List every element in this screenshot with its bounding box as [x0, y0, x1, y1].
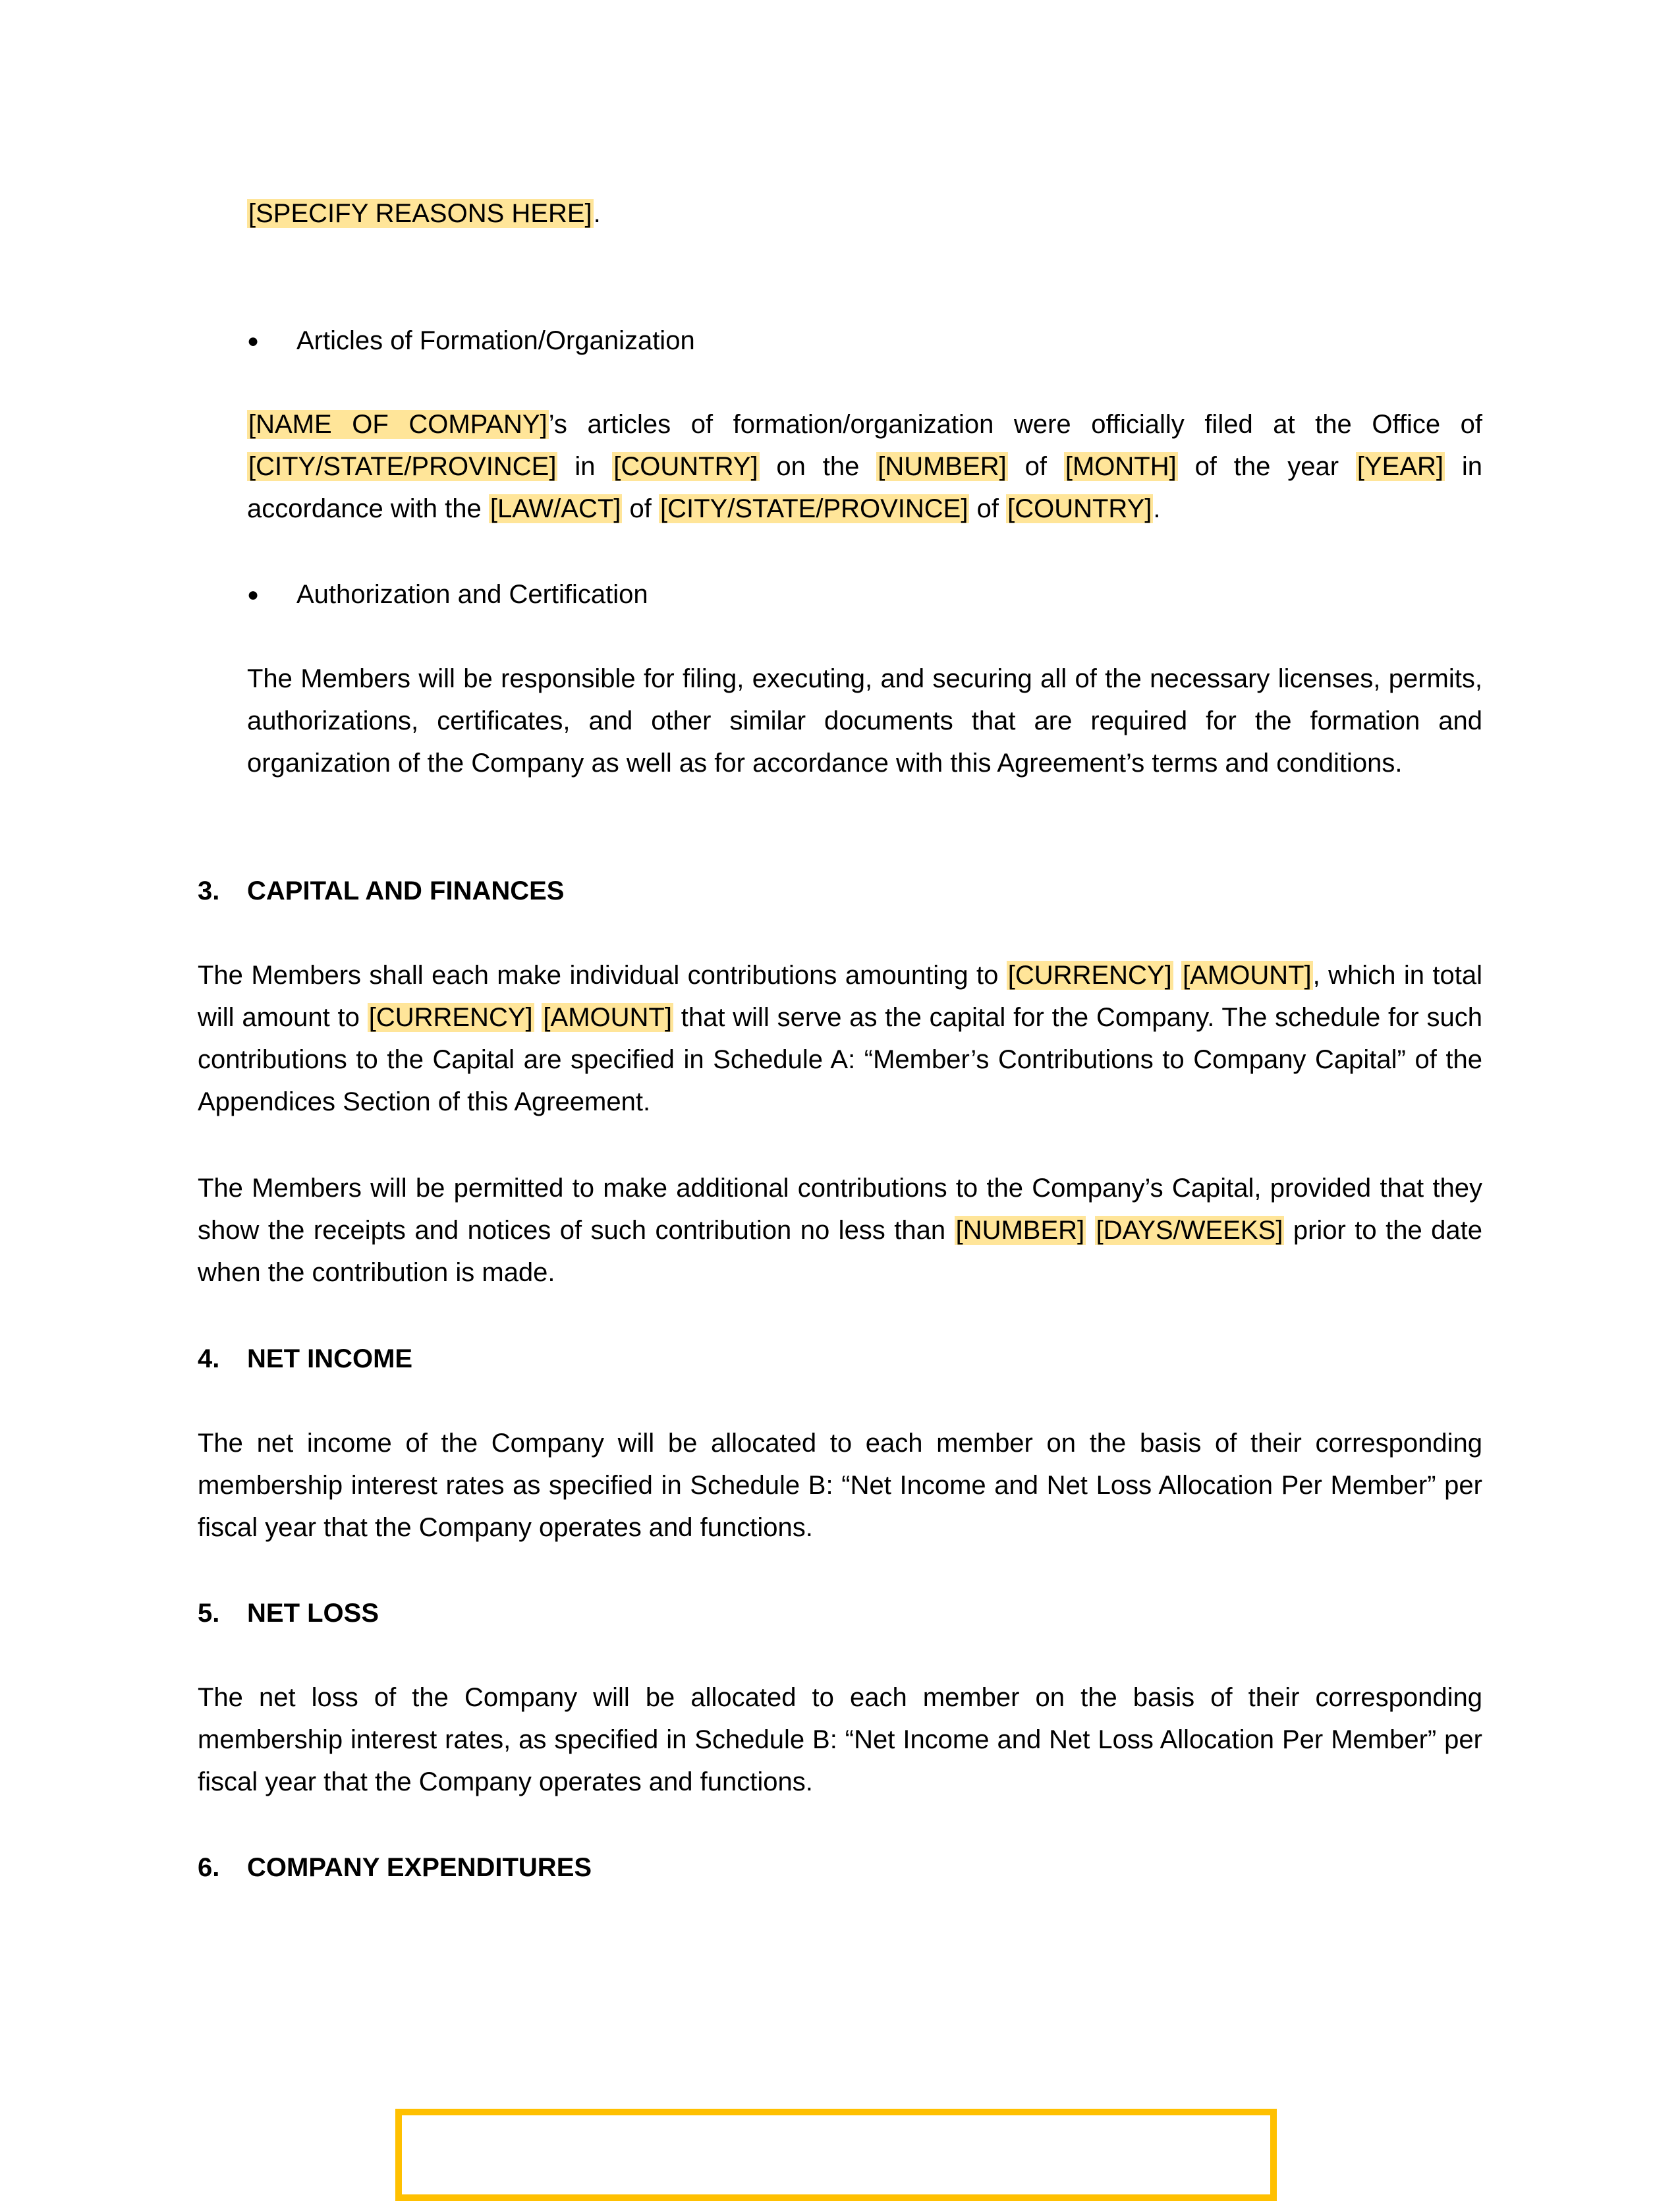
- country-placeholder-2: [COUNTRY]: [1007, 494, 1152, 523]
- footer-box: [395, 2109, 1277, 2201]
- net-income-paragraph: The net income of the Company will be allocated to each member on the basis of their corresponding membership interest rates as specified in Schedule B: “Net Income and Net Loss Allocation Per Member” per fiscal year that the Company operates and functions.: [198, 1429, 1482, 1542]
- section-number: 4.: [198, 1344, 220, 1373]
- articles-paragraph: [247, 403, 1482, 530]
- net-loss-paragraph: The net loss of the Company will be allocated to each member on the basis of their corresponding membership interest rates, as specified in Schedule B: “Net Income and Net Loss Allocation Per Member” per fiscal year that the Company operates and functions.: [198, 1683, 1482, 1796]
- country-placeholder: [COUNTRY]: [613, 452, 758, 481]
- section-title: COMPANY EXPENDITURES: [247, 1853, 592, 1882]
- capital-paragraph-1: [198, 954, 1482, 1123]
- text-run: , which in total will amount to: [198, 961, 1482, 1032]
- city-placeholder: [CITY/STATE/PROVINCE]: [248, 452, 557, 481]
- section-number: 5.: [198, 1599, 220, 1628]
- text-run: The Members shall each make individual contributions amounting to: [198, 961, 1007, 990]
- number-placeholder: [NUMBER]: [878, 452, 1007, 481]
- articles-title: Articles of Formation/Organization: [296, 326, 695, 355]
- text-run: prior to the date when the contribution is made.: [198, 1216, 1482, 1287]
- section-3-heading: [198, 870, 564, 912]
- text-run: of: [1007, 452, 1064, 481]
- city-placeholder-2: [CITY/STATE/PROVINCE]: [660, 494, 968, 523]
- reasons-placeholder: [SPECIFY REASONS HERE]: [248, 199, 592, 228]
- days-weeks-placeholder: [DAYS/WEEKS]: [1096, 1216, 1283, 1245]
- text-run: .: [1153, 494, 1161, 523]
- year-placeholder: [YEAR]: [1357, 452, 1444, 481]
- bullet-icon: ●: [247, 330, 260, 352]
- section-6-heading: [198, 1846, 592, 1889]
- text-run: of: [622, 494, 659, 523]
- company-name-placeholder: [NAME OF COMPANY]: [248, 410, 547, 439]
- text-run: in accordance with the: [247, 452, 1483, 523]
- bullet-icon: ●: [247, 584, 260, 606]
- section-title: NET LOSS: [247, 1599, 379, 1628]
- authorization-paragraph: The Members will be responsible for filing, executing, and securing all of the necessary licenses, permits, authorizations, certificates, and other similar documents that are required for the formation and organization of the Company as well as for accordance with this Agreement’s terms and conditions.: [247, 664, 1482, 778]
- authorization-title: Authorization and Certification: [296, 580, 648, 609]
- month-placeholder: [MONTH]: [1065, 452, 1177, 481]
- law-placeholder: [LAW/ACT]: [490, 494, 621, 523]
- text-run: in: [557, 452, 613, 481]
- amount-placeholder-2: [AMOUNT]: [543, 1003, 672, 1032]
- articles-bullet-item: [247, 320, 695, 362]
- amount-placeholder: [AMOUNT]: [1183, 961, 1312, 990]
- text-run: of the year: [1177, 452, 1356, 481]
- authorization-bullet-item: [247, 573, 648, 616]
- currency-placeholder-2: [CURRENCY]: [368, 1003, 533, 1032]
- section-number: 3.: [198, 876, 220, 905]
- text-run: The Members will be permitted to make additional contributions to the Company’s Capital, provided that they show the receipts and notices of such contribution no less than: [198, 1174, 1482, 1245]
- section-number: 6.: [198, 1853, 220, 1882]
- reasons-end: .: [593, 199, 601, 228]
- section-4-heading: [198, 1338, 412, 1380]
- text-run: of: [969, 494, 1007, 523]
- section-title: NET INCOME: [247, 1344, 413, 1373]
- text-run: that will serve as the capital for the Company. The schedule for such contributions to the Capital are specified in Schedule A: “Member’s Contributions to Company Capital” of the Appendices Section of this Agreement.: [198, 1003, 1482, 1116]
- number-placeholder-2: [NUMBER]: [955, 1216, 1085, 1245]
- capital-paragraph-2: [198, 1167, 1482, 1294]
- text-run: ’s articles of formation/organization were officially filed at the Office of: [548, 410, 1482, 439]
- section-5-heading: [198, 1592, 379, 1634]
- text-run: on the: [759, 452, 877, 481]
- reasons-paragraph: [247, 192, 1482, 235]
- section-title: CAPITAL AND FINANCES: [247, 876, 565, 905]
- currency-placeholder: [CURRENCY]: [1007, 961, 1172, 990]
